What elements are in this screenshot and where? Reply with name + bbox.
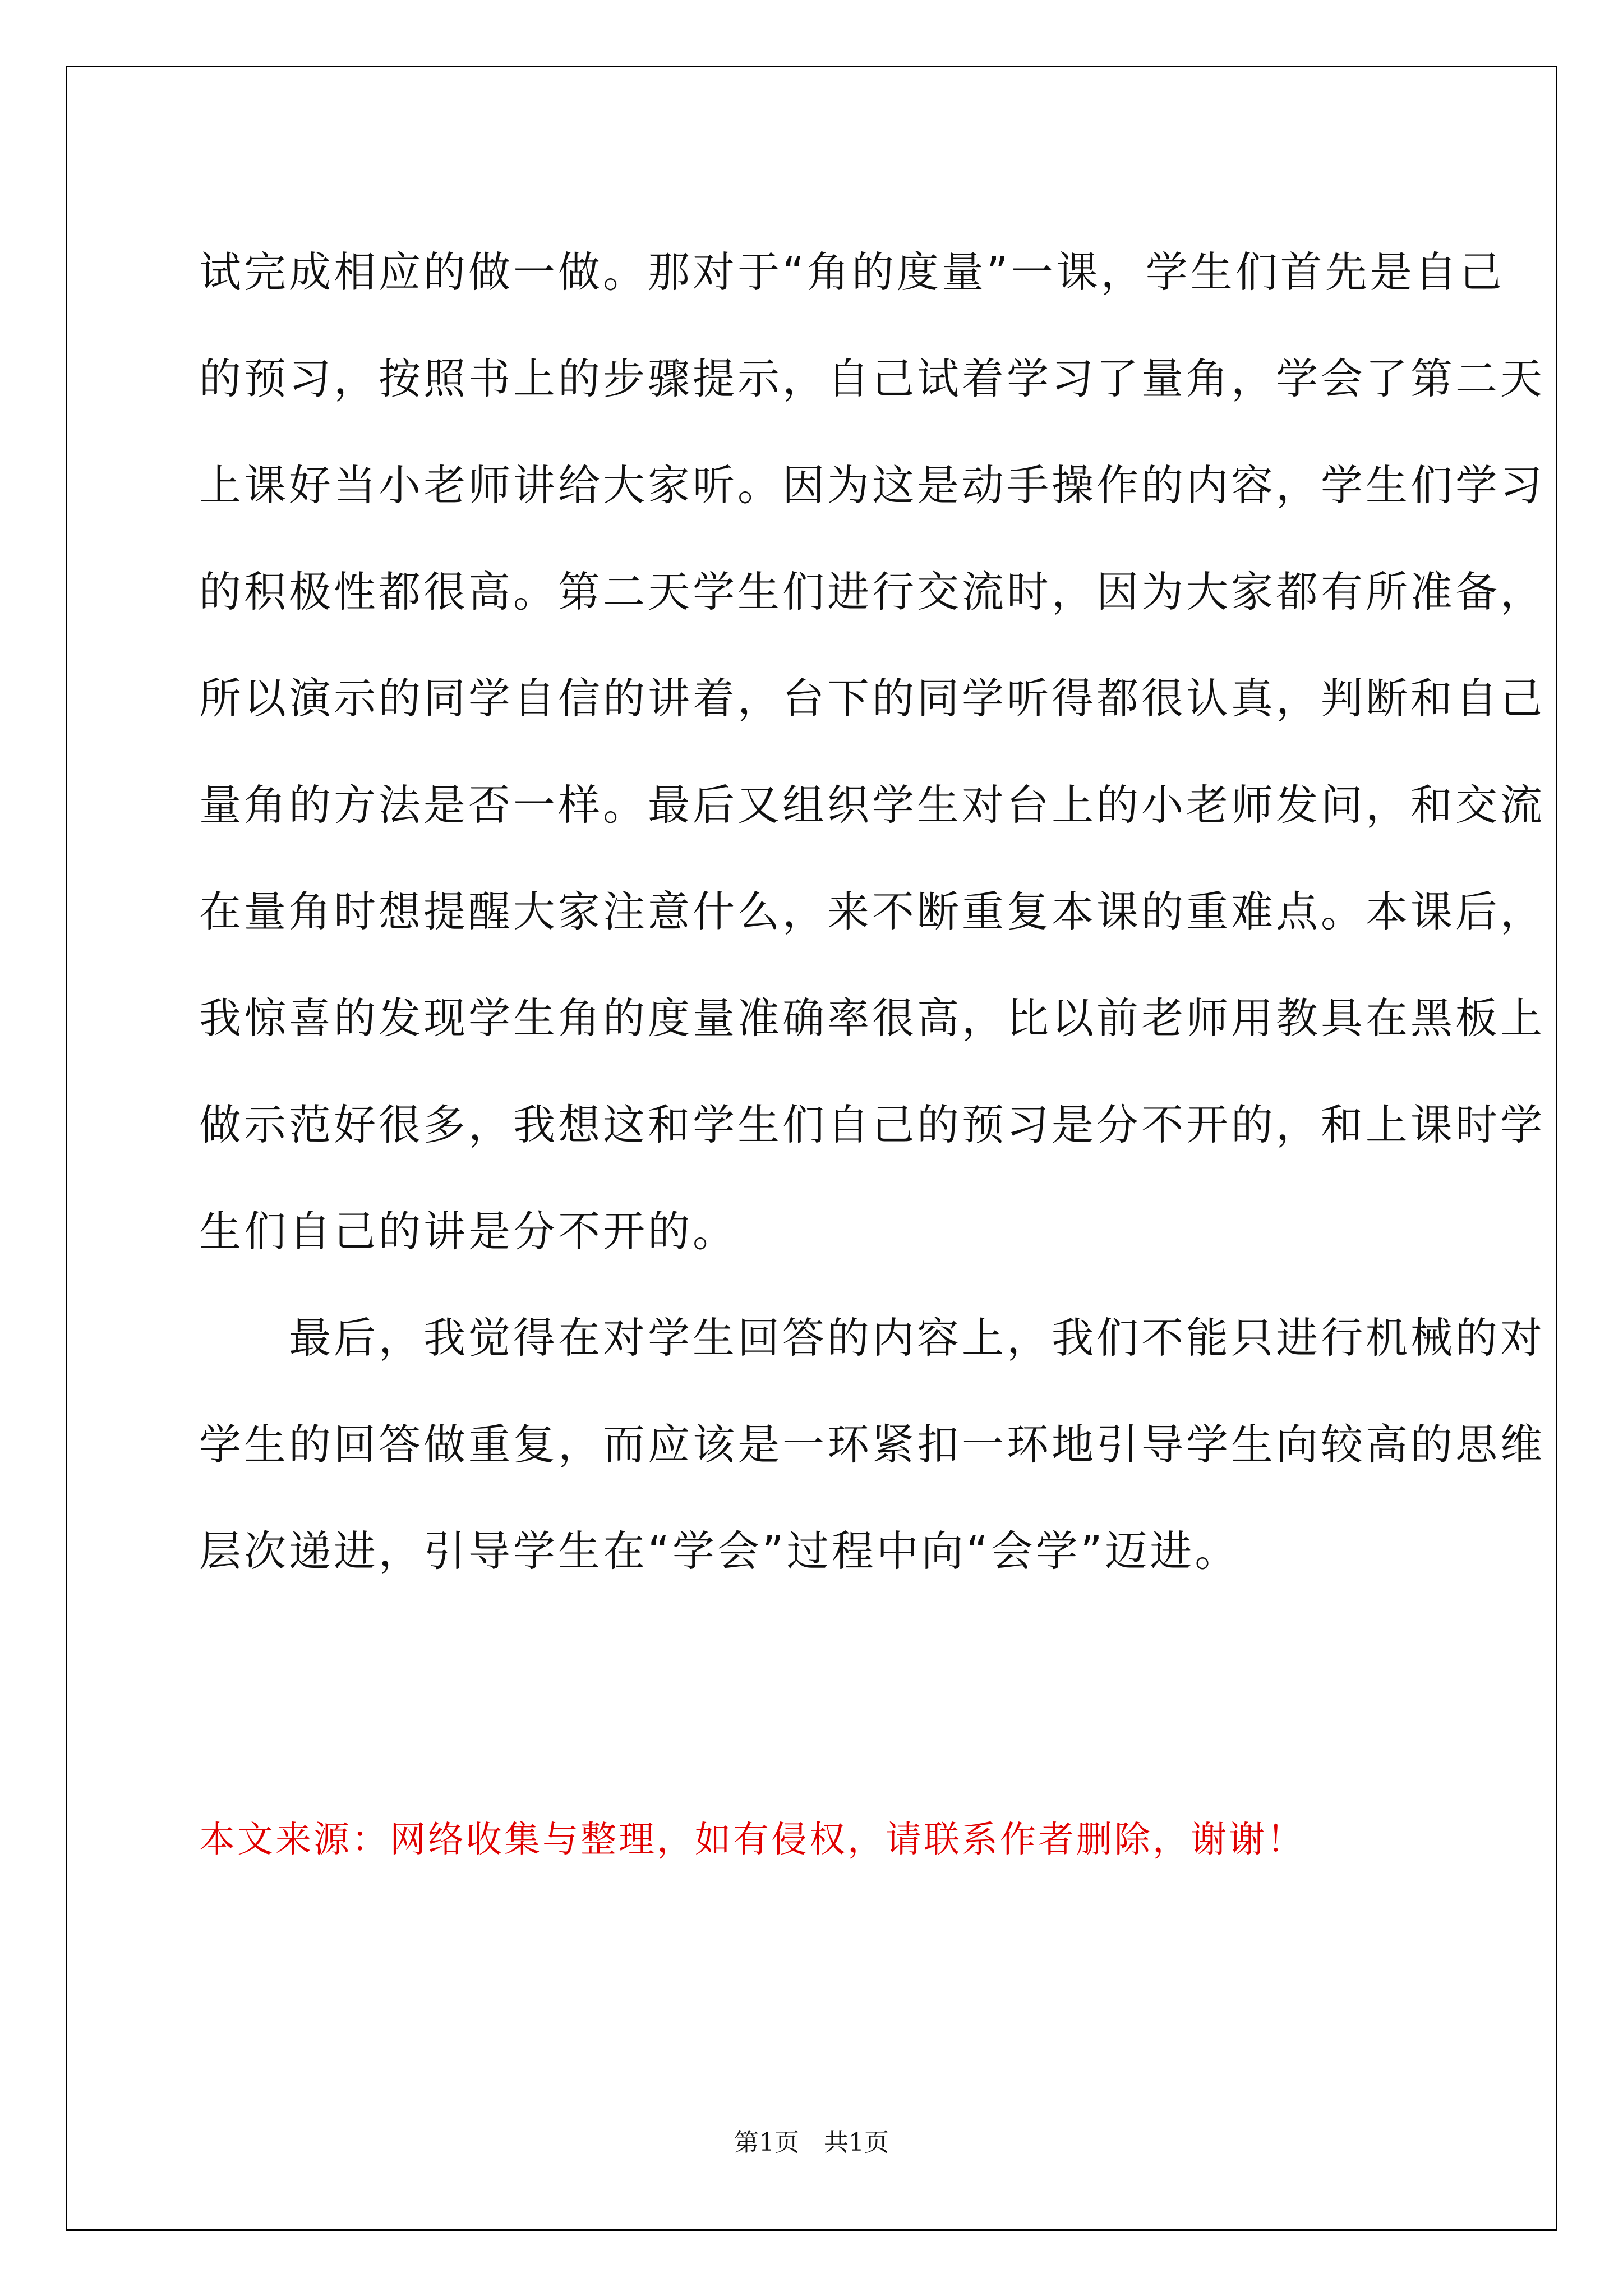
text-line: 在量角时想提醒大家注意什么，来不断重复本课的重难点。本课后， (199, 887, 1546, 936)
text-line: 试完成相应的做一做。那对于“角的度量”一课，学生们首先是自己 (199, 247, 1505, 297)
text-line: 做示范好很多，我想这和学生们自己的预习是分不开的，和上课时学 (199, 1100, 1546, 1149)
document-body (199, 219, 1546, 1604)
text-line: 最后，我觉得在对学生回答的内容上，我们不能只进行机械的对 (199, 1313, 1546, 1363)
text-line: 量角的方法是否一样。最后又组织学生对台上的小老师发问，和交流 (199, 780, 1546, 830)
text-line: 生们自己的讲是分不开的。 (199, 1207, 738, 1256)
text-line: 上课好当小老师讲给大家听。因为这是动手操作的内容，学生们学习 (199, 461, 1546, 510)
text-line: 的预习，按照书上的步骤提示，自己试着学习了量角，学会了第二天 (199, 354, 1546, 403)
text-line: 的积极性都很高。第二天学生们进行交流时，因为大家都有所准备， (199, 567, 1546, 616)
text-line: 我惊喜的发现学生角的度量准确率很高，比以前老师用教具在黑板上 (199, 993, 1546, 1043)
source-note: 本文来源：网络收集与整理，如有侵权，请联系作者删除，谢谢！ (199, 1819, 1305, 1861)
text-line: 所以演示的同学自信的讲着，台下的同学听得都很认真，判断和自己 (199, 674, 1546, 723)
paragraph-1 (199, 219, 1546, 1285)
page-footer: 第1页 共1页 (734, 2128, 889, 2157)
text-line: 层次递进，引导学生在“学会”过程中向“会学”迈进。 (199, 1526, 1240, 1576)
paragraph-2 (199, 1285, 1546, 1604)
text-line: 学生的回答做重复，而应该是一环紧扣一环地引导学生向较高的思维 (199, 1420, 1546, 1469)
